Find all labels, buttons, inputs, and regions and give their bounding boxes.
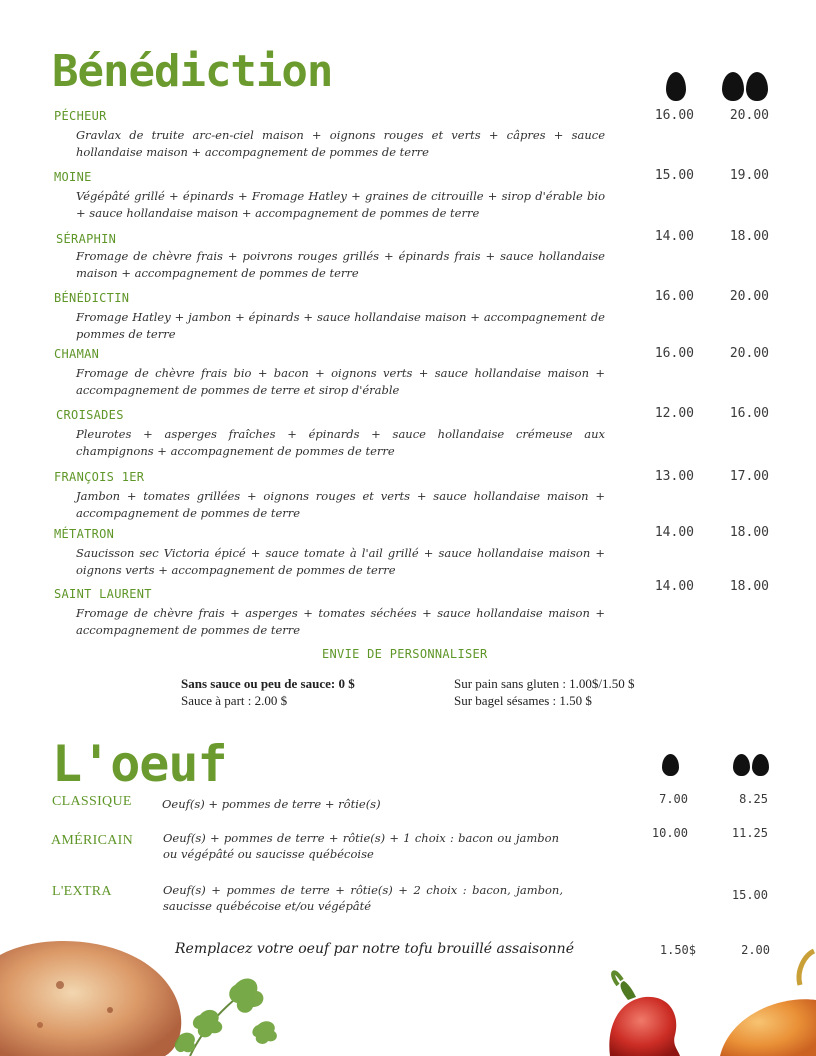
item-description: Pleurotes + asperges fraîches + épinards + sauce hollandaise crémeuse aux champignons + accompagnement de pommes de terre xyxy=(76,427,605,458)
customize-left xyxy=(181,675,355,709)
item-description: Jambon + tomates grillées + oignons rouges et verts + sauce hollandaise maison + accompagnement de pommes de terre xyxy=(76,489,605,520)
price-single: 16.00 xyxy=(654,346,694,361)
price-single: 7.00 xyxy=(659,792,688,806)
price-double: 19.00 xyxy=(729,168,769,183)
tofu-price-single: 1.50$ xyxy=(659,943,696,957)
item-name: L'EXTRA xyxy=(52,884,112,899)
price-double: 17.00 xyxy=(729,469,769,484)
item-name: CROISADES xyxy=(56,408,124,422)
price-single: 16.00 xyxy=(654,289,694,304)
sauce-side-option: Sauce à part : 2.00 $ xyxy=(181,693,288,708)
price-single: 13.00 xyxy=(654,469,694,484)
item-name: PÉCHEUR xyxy=(54,109,107,123)
item-name: CLASSIQUE xyxy=(52,794,132,809)
item-description: Oeuf(s) + pommes de terre + rôtie(s) + 1 choix : bacon ou jambon ou végépâté ou saucisse québécoise xyxy=(163,831,559,861)
item-name: MÉTATRON xyxy=(54,527,115,541)
price-single: 12.00 xyxy=(654,406,694,421)
double-egg-icon xyxy=(733,754,750,776)
price-double: 18.00 xyxy=(729,229,769,244)
customize-right xyxy=(454,675,635,709)
pepper-illustration xyxy=(600,945,816,1056)
oeuf-title: L'oeuf xyxy=(52,735,227,793)
item-description: Fromage de chèvre frais + asperges + tomates séchées + sauce hollandaise maison + accompagnement de pommes de terre xyxy=(76,606,605,637)
item-name: MOINE xyxy=(54,170,92,184)
price-single: 14.00 xyxy=(654,579,694,594)
price-single: 15.00 xyxy=(654,168,694,183)
price-double: 18.00 xyxy=(729,579,769,594)
price-double: 15.00 xyxy=(731,888,768,902)
item-name: SÉRAPHIN xyxy=(56,232,117,246)
item-name: AMÉRICAIN xyxy=(51,833,134,848)
gluten-free-option: Sur pain sans gluten : 1.00$/1.50 $ xyxy=(454,676,635,691)
double-egg-icon xyxy=(752,754,769,776)
item-name: FRANÇOIS 1ER xyxy=(54,470,145,484)
item-description: Fromage Hatley + jambon + épinards + sauce hollandaise maison + accompagnement de pommes de terre xyxy=(76,310,605,341)
no-sauce-option: Sans sauce ou peu de sauce: 0 $ xyxy=(181,676,355,691)
price-single: 14.00 xyxy=(654,229,694,244)
potato-illustration xyxy=(0,925,300,1056)
price-single: 16.00 xyxy=(654,108,694,123)
price-single: 10.00 xyxy=(651,826,688,840)
double-egg-icon xyxy=(746,72,768,101)
price-double: 20.00 xyxy=(729,289,769,304)
item-name: CHAMAN xyxy=(54,347,100,361)
benediction-title: Bénédiction xyxy=(52,46,333,97)
item-description: Saucisson sec Victoria épicé + sauce tomate à l'ail grillé + sauce hollandaise maison + oignons verts + accompagnement de pommes de terre xyxy=(76,546,605,577)
item-description: Oeuf(s) + pommes de terre + rôtie(s) + 2 choix : bacon, jambon, saucisse québécoise et/ou végépâté xyxy=(163,883,563,913)
double-egg-icon xyxy=(722,72,744,101)
item-description: Végépâté grillé + épinards + Fromage Hatley + graines de citrouille + sirop d'érable bio + sauce hollandaise maison + accompagnement de pommes de terre xyxy=(76,189,605,220)
price-double: 20.00 xyxy=(729,108,769,123)
item-name: BÉNÉDICTIN xyxy=(54,291,130,305)
single-egg-icon xyxy=(662,754,679,776)
price-double: 11.25 xyxy=(731,826,768,840)
item-name: SAINT LAURENT xyxy=(54,587,152,601)
price-double: 20.00 xyxy=(729,346,769,361)
item-description: Fromage de chèvre frais + poivrons rouges grillés + épinards frais + sauce hollandaise maison + accompagnement de pommes de terre xyxy=(76,249,605,280)
price-double: 18.00 xyxy=(729,525,769,540)
price-double: 8.25 xyxy=(739,792,768,806)
price-double: 16.00 xyxy=(729,406,769,421)
item-description: Fromage de chèvre frais bio + bacon + oignons verts + sauce hollandaise maison + accompagnement de pommes de terre et sirop d'érable xyxy=(76,366,605,397)
item-description: Gravlax de truite arc-en-ciel maison + oignons rouges et verts + câpres + sauce hollandaise maison + accompagnement de pommes de terre xyxy=(76,128,605,159)
tofu-text: Remplacez votre oeuf par notre tofu brouillé assaisonné xyxy=(175,941,574,957)
tofu-price-double: 2.00 xyxy=(741,943,770,957)
customize-title: ENVIE DE PERSONNALISER xyxy=(322,647,488,661)
item-description: Oeuf(s) + pommes de terre + rôtie(s) xyxy=(162,797,381,811)
parsley-illustration xyxy=(175,978,277,1056)
bagel-option: Sur bagel sésames : 1.50 $ xyxy=(454,693,592,708)
price-single: 14.00 xyxy=(654,525,694,540)
single-egg-icon xyxy=(666,72,686,101)
